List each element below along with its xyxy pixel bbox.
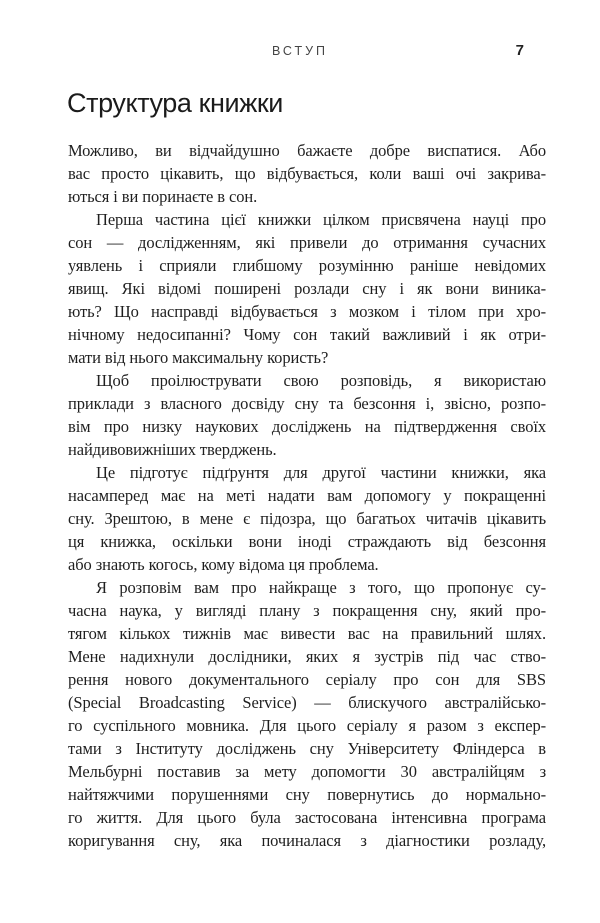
text-line: тами з Інституту досліджень сну Університету Фліндерса в (68, 739, 546, 758)
text-line: найтяжчими порушеннями сну повернутись до нормально- (68, 785, 546, 804)
text-line: Це підготує підґрунтя для другої частини книжки, яка (96, 463, 546, 482)
text-line: сну. Зрештою, в мене є підозра, що багатьох читачів цікавить (68, 509, 546, 528)
text-line: або знають когось, кому відома ця проблема. (68, 555, 379, 574)
text-line: тягом кількох тижнів має вивести вас на правильний шлях. (68, 624, 546, 643)
text-line: сон — дослідженням, які привели до отримання сучасних (68, 233, 546, 252)
text-line: вім про низку наукових досліджень на підтвердження своїх (68, 417, 546, 436)
text-line: коригування сну, яка починалася з діагностики розладу, (68, 831, 546, 850)
text-line: (Special Broadcasting Service) — блискучого австралійсько- (68, 693, 546, 712)
text-line: найдивовижніших тверджень. (68, 440, 277, 459)
text-line: Перша частина цієї книжки цілком присвячена науці про (96, 210, 546, 229)
text-line: Можливо, ви відчайдушно бажаєте добре виспатися. Або (68, 141, 546, 160)
text-line: го суспільного мовника. Для цього серіалу я разом з експер- (68, 716, 546, 735)
section-title: Структура книжки (67, 88, 283, 118)
running-header: ВСТУП (271, 44, 329, 58)
text-line: Мене надихнули дослідники, яких я зустрів під час ство- (68, 647, 546, 666)
paragraph (68, 369, 546, 461)
paragraph (68, 576, 546, 852)
text-line: Мельбурні поставив за мету допомогти 30 австралійцям з (68, 762, 546, 781)
paragraph (68, 139, 546, 208)
text-line: Я розповім вам про найкраще з того, що пропонує су- (96, 578, 546, 597)
page-number: 7 (515, 42, 524, 59)
text-line: нічному недосипанні? Чому сон такий важливий і як отри- (68, 325, 546, 344)
text-line: насамперед має на меті надати вам допомогу у покращенні (68, 486, 546, 505)
text-line: явищ. Які відомі поширені розлади сну і як вони виника- (68, 279, 546, 298)
paragraph (68, 208, 546, 369)
paragraph (68, 461, 546, 576)
text-line: мати від нього максимальну користь? (68, 348, 329, 367)
text-line: Щоб проілюструвати свою розповідь, я використаю (96, 371, 546, 390)
text-line: ця книжка, оскільки вони іноді страждають від безсоння (68, 532, 546, 551)
body-text (68, 139, 546, 852)
text-line: уявлень і сприяли глибшому розумінню раніше невідомих (68, 256, 546, 275)
text-line: приклади з власного досвіду сну та безсоння і, звісно, розпо- (68, 394, 546, 413)
text-line: ються і ви поринаєте в сон. (68, 187, 258, 206)
text-line: часна наука, у вигляді плану з покращення сну, який про- (68, 601, 546, 620)
text-line: ють? Що насправді відбувається з мозком і тілом при хро- (68, 302, 546, 321)
text-line: го життя. Для цього була застосована інтенсивна програма (68, 808, 546, 827)
text-line: рення нового документального серіалу про сон для SBS (68, 670, 546, 689)
text-line: вас просто цікавить, що відбувається, коли ваші очі закрива- (68, 164, 546, 183)
